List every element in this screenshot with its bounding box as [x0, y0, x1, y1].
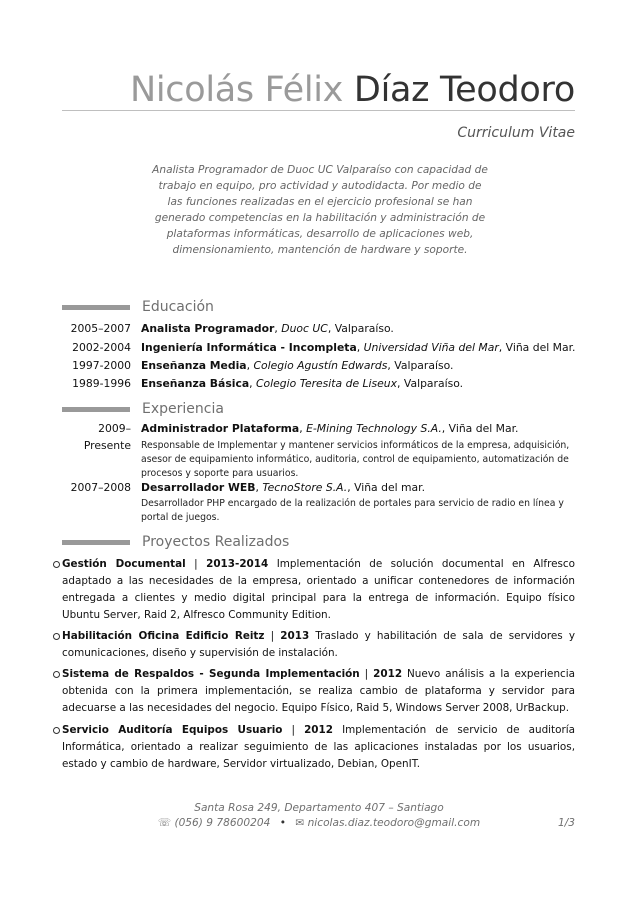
bullet-icon [53, 633, 60, 640]
entry-description: Desarrollador PHP encargado de la realización de portales para servicio de radio en línea y portal de juegos. [141, 498, 564, 523]
project-item: Servicio Auditoría Equipos Usuario | 2012 Implementación de servicio de auditoría Informática, orientado a realizar seguimiento de las aplicaciones instaladas por los usuarios, estado y cambio de hardware, Servidor virtualizado, Debian, OpenIT. [62, 722, 575, 773]
entry-date: 2005–2007 [70, 322, 131, 335]
section-bar [62, 407, 130, 412]
candidate-name [0, 68, 575, 112]
project-item: Habilitación Oficina Edificio Reitz | 2013 Traslado y habilitación de sala de servidores y comunicaciones, diseño y supervisión de instalación. [62, 628, 575, 662]
last-name: Díaz Teodoro [353, 70, 575, 110]
entry-heading: Enseñanza Media, Colegio Agustín Edwards, Valparaíso. [141, 359, 454, 372]
envelope-icon: ✉ [295, 817, 305, 829]
mobile-phone-icon: ☏ [157, 817, 172, 829]
entry-date: 1997-2000 [72, 359, 131, 372]
project-item: Sistema de Respaldos - Segunda Implementación | 2012 Nuevo análisis a la experiencia obtenida con la primera implementación, se realiza cambio de plataforma y servidor para adecuarse a las necesidades del negocio. Equipo Físico, Raid 5, Windows Server 2008, UrBackup. [62, 666, 575, 717]
entry-heading: Enseñanza Básica, Colegio Teresita de Liseux, Valparaíso. [141, 377, 464, 390]
entry-date-end: Presente [83, 439, 131, 452]
entry-heading: Administrador Plataforma, E-Mining Technology S.A., Viña del Mar. [141, 422, 519, 435]
entry-date: 1989-1996 [72, 377, 131, 390]
footer-address: Santa Rosa 249, Departamento 407 – Santiago [194, 802, 444, 814]
separator-dot: • [279, 817, 286, 829]
footer-contact [0, 815, 638, 831]
profile-summary: Analista Programador de Duoc UC Valparaíso con capacidad de trabajo en equipo, pro actividad y autodidacta. Por medio de las funciones realizadas en el ejercicio profesional se han generado competencias en la habilitación y administración de plataformas informáticas, desarrollo de aplicaciones web, dimensionamiento, mantención de hardware y soporte. [152, 164, 488, 256]
section-title-projects: Proyectos Realizados [142, 534, 290, 550]
bullet-icon [53, 561, 60, 568]
entry-description: Responsable de Implementar y mantener servicios informáticos de la empresa, adquisición, asesor de equipamiento informático, auditoria, control de equipamiento, automatización de procesos y soporte para usuarios. [141, 440, 570, 479]
section-title-experience: Experiencia [142, 401, 224, 417]
header-rule [62, 110, 575, 111]
entry-date: 2002-2004 [72, 341, 131, 354]
entry-heading: Ingeniería Informática - Incompleta, Universidad Viña del Mar, Viña del Mar. [141, 341, 576, 354]
footer-email[interactable]: nicolas.diaz.teodoro@gmail.com [307, 817, 481, 829]
bullet-icon [53, 671, 60, 678]
entry-date: 2009– [98, 422, 131, 435]
section-bar [62, 305, 130, 310]
entry-heading: Analista Programador, Duoc UC, Valparaíso. [141, 322, 394, 335]
section-title-education: Educación [142, 299, 214, 315]
entry-date: 2007–2008 [70, 481, 131, 494]
footer-phone: (056) 9 78600204 [174, 817, 271, 829]
section-bar [62, 540, 130, 545]
page-number: 1/3 [557, 817, 575, 829]
project-item: Gestión Documental | 2013-2014 Implementación de solución documental en Alfresco adaptado a las necesidades de la empresa, orientado a unificar contenedores de información entregada a clientes y medio digital principal para la entrega de información. Equipo físico Ubuntu Server, Raid 2, Alfresco Community Edition. [62, 556, 575, 624]
entry-heading: Desarrollador WEB, TecnoStore S.A., Viña del mar. [141, 481, 426, 494]
first-name: Nicolás Félix [129, 70, 344, 110]
document-title: Curriculum Vitae [457, 125, 575, 141]
bullet-icon [53, 727, 60, 734]
